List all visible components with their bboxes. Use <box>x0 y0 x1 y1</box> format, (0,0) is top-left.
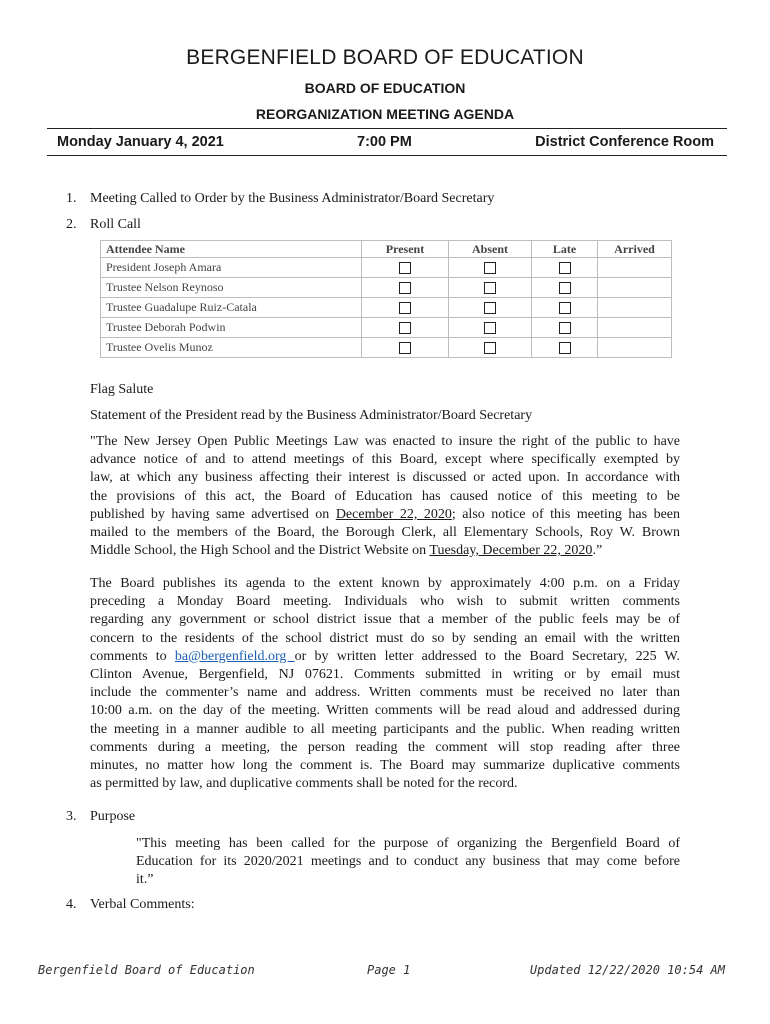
column-header-absent: Absent <box>449 241 532 258</box>
present-checkbox[interactable] <box>399 322 411 334</box>
website-posting-date: Tuesday, December 22, 2020 <box>429 543 593 559</box>
opma-statement: "The New Jersey Open Public Meetings Law was enacted to insure the right of the public to have advance notice of and to attend meetings of this Board, except where specifically exempted by law, at which any business affecting their interest is discussed or acted upon. In accordance with the provisions of this act, the Board of Education has caused notice of this meeting to be published by having same advertised on December 22, 2020; also notice of this meeting has been mailed to the members of the Board, the Borough Clerk, all Elementary Schools, Roy W. Brown Middle School, the High School and the District Website on Tuesday, December 22, 2020.” <box>90 434 681 559</box>
agenda-item-2 <box>66 217 141 233</box>
arrived-cell <box>598 298 672 318</box>
purpose-statement: "This meeting has been called for the purpose of organizing the Bergenfield Board of Education for its 2020/2021 meetings and to conduct any business that may come before it.” <box>136 836 680 888</box>
table-row <box>101 278 672 298</box>
agenda-item-number: 2. <box>66 217 77 232</box>
arrived-cell <box>598 338 672 358</box>
roll-call-table <box>100 240 672 358</box>
arrived-cell <box>598 278 672 298</box>
present-checkbox[interactable] <box>399 342 411 354</box>
table-row <box>101 298 672 318</box>
public-comment-policy: The Board publishes its agenda to the extent known by approximately 4:00 p.m. on a Friday preceding a Monday Board meeting. Individuals who wish to submit written comments regarding any government or school district issue that a member of the public feels may be of concern to the residents of the school district must do so by sending an email with the written comments to ba@bergenfield.org or by written letter addressed to the Board Secretary, 225 W. Clinton Avenue, Bergenfield, NJ 07621. Comments submitted in writing or by email must include the commenter’s name and address. Written comments must be received no later than 10:00 a.m. on the day of the meeting. Written comments will be read aloud and addressed during the meeting in a manner audible to all meeting participants and the public. When reading written comments during a meeting, the person reading the comment will stop reading after three minutes, no matter how long the comment is. The Board may summarize duplicative comments as permitted by law, and duplicative comments shall be noted for the record. <box>90 576 680 792</box>
table-row <box>101 338 672 358</box>
header-rule-top <box>47 128 727 129</box>
present-checkbox[interactable] <box>399 282 411 294</box>
column-header-present: Present <box>362 241 449 258</box>
arrived-cell <box>598 318 672 338</box>
absent-checkbox[interactable] <box>484 302 496 314</box>
table-row <box>101 318 672 338</box>
header-rule-bottom <box>47 155 727 156</box>
agenda-item-4 <box>66 897 195 913</box>
agenda-item-1 <box>66 191 494 207</box>
meeting-date: Monday January 4, 2021 <box>57 134 224 150</box>
attendee-name: Trustee Guadalupe Ruiz-Catala <box>101 298 362 318</box>
footer-updated-timestamp: Updated 12/22/2020 10:54 AM <box>529 963 725 977</box>
arrived-cell <box>598 258 672 278</box>
late-checkbox[interactable] <box>559 282 571 294</box>
agenda-item-number: 4. <box>66 897 77 912</box>
late-checkbox[interactable] <box>559 262 571 274</box>
advertised-date: December 22, 2020 <box>335 506 452 522</box>
agenda-item-number: 1. <box>66 191 77 206</box>
footer-page-number: Page 1 <box>367 963 411 977</box>
late-checkbox[interactable] <box>559 322 571 334</box>
agenda-item-text: Verbal Comments: <box>90 897 195 912</box>
present-checkbox[interactable] <box>399 262 411 274</box>
footer-organization: Bergenfield Board of Education <box>38 963 255 977</box>
agenda-item-text: Roll Call <box>90 217 141 232</box>
flag-salute: Flag Salute <box>90 382 154 397</box>
statement-heading: Statement of the President read by the Business Administrator/Board Secretary <box>90 408 533 423</box>
document-title: BERGENFIELD BOARD OF EDUCATION <box>186 46 584 69</box>
late-checkbox[interactable] <box>559 302 571 314</box>
absent-checkbox[interactable] <box>484 262 496 274</box>
meeting-time: 7:00 PM <box>357 134 412 150</box>
roll-call-header-row <box>101 241 672 258</box>
agenda-heading: REORGANIZATION MEETING AGENDA <box>255 106 515 122</box>
attendee-name: Trustee Deborah Podwin <box>101 318 362 338</box>
document-subtitle: BOARD OF EDUCATION <box>304 80 466 96</box>
absent-checkbox[interactable] <box>484 322 496 334</box>
column-header-arrived: Arrived <box>598 241 672 258</box>
meeting-location: District Conference Room <box>535 134 714 150</box>
absent-checkbox[interactable] <box>484 282 496 294</box>
present-checkbox[interactable] <box>399 302 411 314</box>
agenda-item-text: Meeting Called to Order by the Business Administrator/Board Secretary <box>90 191 495 206</box>
column-header-late: Late <box>532 241 598 258</box>
board-email-link[interactable]: ba@bergenfield.org <box>174 648 295 664</box>
attendee-name: Trustee Nelson Reynoso <box>101 278 362 298</box>
attendee-name: President Joseph Amara <box>101 258 362 278</box>
table-row <box>101 258 672 278</box>
late-checkbox[interactable] <box>559 342 571 354</box>
agenda-item-3 <box>66 809 135 825</box>
attendee-name: Trustee Ovelis Munoz <box>101 338 362 358</box>
agenda-item-number: 3. <box>66 809 77 824</box>
absent-checkbox[interactable] <box>484 342 496 354</box>
agenda-item-text: Purpose <box>90 809 136 824</box>
column-header-attendee: Attendee Name <box>101 241 362 258</box>
